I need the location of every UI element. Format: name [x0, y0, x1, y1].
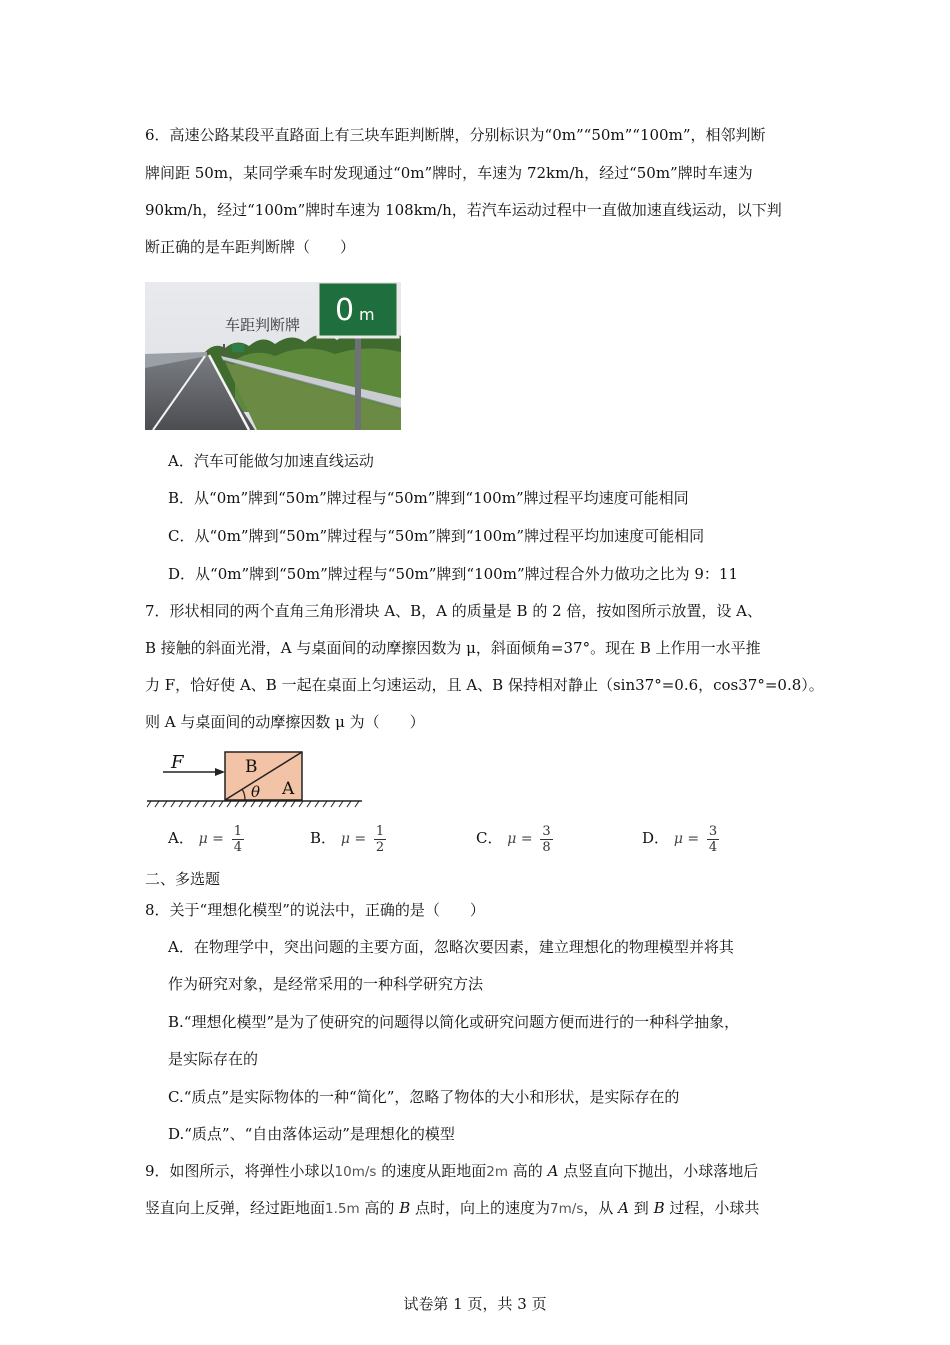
- q9-text: 点竖直向下抛出，小球落地后: [563, 1162, 759, 1180]
- q8-option-d: D.“质点”、“自由落体运动”是理想化的模型: [168, 1125, 455, 1143]
- q9-point-a: A: [547, 1162, 559, 1180]
- q6-option-b: B．从“0m”牌到“50m”牌过程与“50m”牌到“100m”牌过程平均速度可能相同: [168, 489, 689, 507]
- q7-option-b-label: B．: [310, 829, 337, 847]
- q7-option-b: [310, 818, 386, 859]
- q6-line-3: 90km/h，经过“100m”牌时车速为 108km/h，若汽车运动过程中一直做加速直线运动，以下判: [145, 201, 782, 219]
- q9-point-b: B: [653, 1199, 665, 1217]
- q6-line-1: 6．高速公路某段平直路面上有三块车距判断牌，分别标识为“0m”“50m”“100m”，相邻判断: [145, 126, 766, 144]
- q9-rebound-speed: 7m/s: [550, 1201, 584, 1217]
- q9-height-b: 1.5m: [325, 1201, 360, 1217]
- photo-caption: 车距判断牌: [225, 316, 301, 334]
- sign-digit: 0: [335, 293, 355, 328]
- q8-stem: 8．关于“理想化模型”的说法中，正确的是（ ）: [145, 901, 485, 919]
- q8-option-c: C.“质点”是实际物体的一种“简化”，忽略了物体的大小和形状，是实际存在的: [168, 1088, 680, 1106]
- road-sign-photo: [145, 282, 401, 430]
- q7-option-c: [476, 818, 553, 859]
- q7-option-b-var: μ =: [340, 831, 367, 847]
- q9-point-a: A: [618, 1199, 630, 1217]
- q7-line-1: 7．形状相同的两个直角三角形滑块 A、B，A 的质量是 B 的 2 倍，按如图所示放置，设 A、: [145, 602, 763, 620]
- q9-text: 的速度从距地面: [381, 1162, 487, 1180]
- frac-den: 2: [375, 839, 385, 855]
- frac-den: 4: [708, 839, 718, 855]
- frac-num: 3: [708, 823, 718, 839]
- force-label: F: [171, 752, 184, 773]
- q9-text: ，从: [583, 1199, 614, 1217]
- q9-line-2: [145, 1197, 759, 1218]
- q6-option-a: A．汽车可能做匀加速直线运动: [168, 452, 374, 470]
- q9-text: 到: [633, 1199, 649, 1217]
- q7-option-b-frac: [374, 824, 386, 855]
- q9-line-1: [145, 1160, 758, 1181]
- q7-option-d: [642, 818, 719, 859]
- q7-option-d-label: D．: [642, 829, 670, 847]
- q7-line-4: 则 A 与桌面间的动摩擦因数 μ 为（ ）: [145, 713, 425, 731]
- q9-initial-speed: 10m/s: [334, 1164, 377, 1180]
- frac-num: 1: [375, 823, 385, 839]
- sign-unit: m: [359, 305, 375, 324]
- q7-option-a-var: μ =: [198, 831, 224, 847]
- q8-option-a-line-2: 作为研究对象，是经常采用的一种科学研究方法: [168, 975, 484, 993]
- q8-option-b-line-1: B.“理想化模型”是为了使研究的问题得以简化或研究问题方便而进行的一种科学抽象，: [168, 1013, 740, 1031]
- frac-num: 3: [542, 823, 551, 839]
- section-heading: 二、多选题: [145, 870, 221, 888]
- q7-option-c-label: C．: [476, 829, 503, 847]
- q6-option-d: D．从“0m”牌到“50m”牌过程与“50m”牌到“100m”牌过程合外力做功之比为 9：11: [168, 565, 739, 583]
- q7-option-c-var: μ =: [507, 831, 533, 847]
- q7-option-a-label: A．: [168, 829, 194, 847]
- q9-text: 过程，小球共: [669, 1199, 760, 1217]
- q8-option-b-line-2: 是实际存在的: [168, 1050, 259, 1068]
- q9-text: 竖直向上反弹，经过距地面: [145, 1199, 326, 1217]
- q7-line-2: B 接触的斜面光滑，A 与桌面间的动摩擦因数为 μ，斜面倾角=37°。现在 B 上作用一水平推: [145, 639, 761, 657]
- frac-den: 8: [542, 839, 551, 855]
- frac-den: 4: [233, 839, 242, 855]
- q6-line-2: 牌间距 50m，某同学乘车时发现通过“0m”牌时，车速为 72km/h，经过“50m”牌时车速为: [145, 164, 753, 182]
- q9-height-a: 2m: [486, 1164, 509, 1180]
- q9-text: 高的: [364, 1199, 395, 1217]
- q7-option-c-frac: [540, 824, 552, 855]
- sliding-blocks-figure: [145, 748, 365, 810]
- block-b-label: B: [245, 757, 258, 777]
- q6-line-4: 断正确的是车距判断牌（ ）: [145, 238, 356, 256]
- q9-text: 点时，向上的速度为: [415, 1199, 551, 1217]
- q7-line-3: 力 F，恰好使 A、B 一起在桌面上匀速运动，且 A、B 保持相对静止（sin37°=0.6，cos37°=0.8）。: [145, 676, 824, 694]
- q9-text: 9．如图所示，将弹性小球以: [145, 1162, 335, 1180]
- q9-point-b: B: [399, 1199, 411, 1217]
- q7-option-a: [168, 818, 244, 859]
- q7-option-d-var: μ =: [673, 831, 700, 847]
- q7-option-d-frac: [707, 824, 719, 855]
- block-a-label: A: [282, 779, 295, 799]
- page-footer: 试卷第 1 页，共 3 页: [403, 1295, 547, 1313]
- q8-option-a-line-1: A．在物理学中，突出问题的主要方面，忽略次要因素，建立理想化的物理模型并将其: [168, 938, 734, 956]
- q7-option-a-frac: [232, 824, 244, 855]
- frac-num: 1: [233, 823, 242, 839]
- q9-text: 高的: [512, 1162, 543, 1180]
- angle-label: θ: [251, 783, 261, 801]
- q6-option-c: C．从“0m”牌到“50m”牌过程与“50m”牌到“100m”牌过程平均加速度可能相同: [168, 527, 705, 545]
